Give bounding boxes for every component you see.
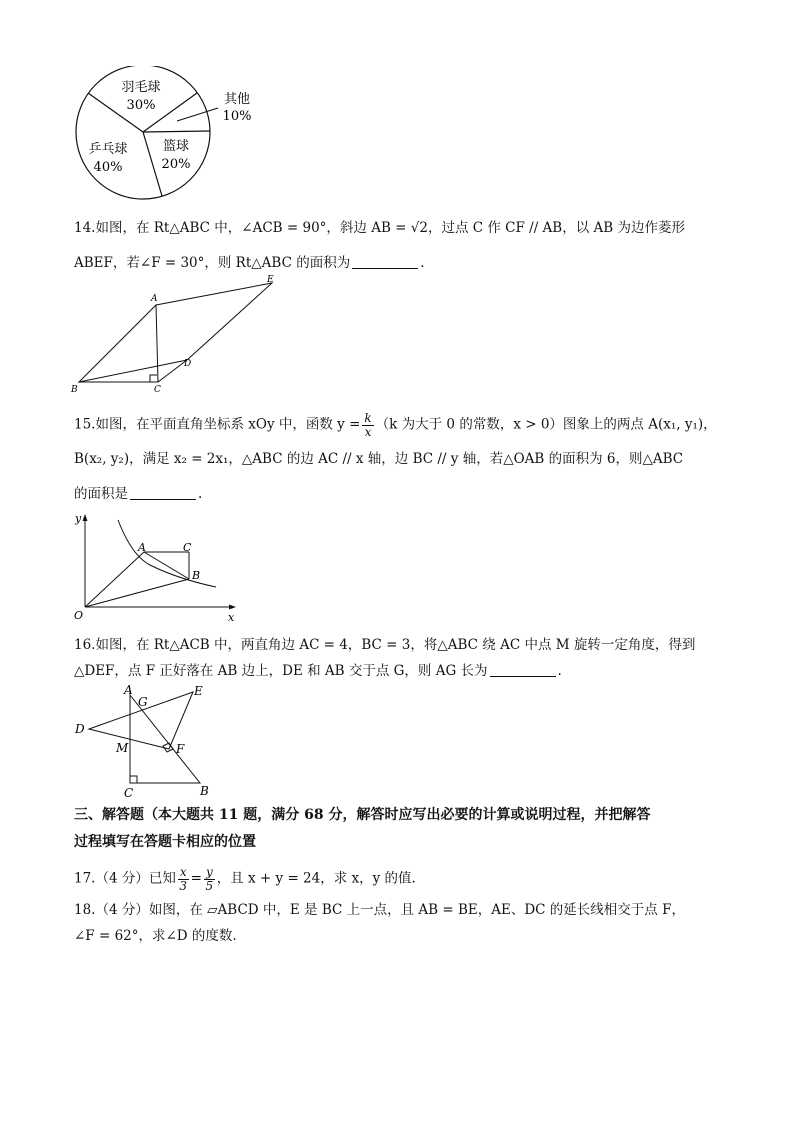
label-O: O bbox=[74, 609, 84, 622]
answer-blank bbox=[352, 256, 418, 269]
q14-line-2 bbox=[74, 256, 425, 271]
slice-label-pingpong: 乒乓球 bbox=[88, 142, 128, 157]
right-angle-mark bbox=[150, 375, 157, 382]
q18-line-2: ∠F = 62°，求∠D 的度数. bbox=[74, 928, 237, 944]
q15-line-3 bbox=[74, 487, 202, 502]
q15-line-2: B(x₂, y₂)，满足 x₂ = 2x₁，△ABC 的边 AC // x 轴，边 BC // y 轴，若△OAB 的面积为 6，则△ABC bbox=[74, 451, 684, 467]
q17-suffix: ，且 x + y = 24，求 x，y 的值. bbox=[216, 870, 416, 887]
section-heading-line-2: 过程填写在答题卡相应的位置 bbox=[74, 834, 256, 850]
q16-end: . bbox=[557, 663, 562, 679]
answer-blank bbox=[490, 664, 556, 677]
q14-end: . bbox=[420, 255, 425, 271]
q18-line-1: 18.（4 分）如图，在 ▱ABCD 中，E 是 BC 上一点，且 AB = BE，AE、DC 的延长线相交于点 F， bbox=[74, 902, 685, 918]
label-C: C bbox=[124, 786, 134, 800]
right-angle-mark-C bbox=[130, 776, 137, 783]
slice-value-other: 10% bbox=[222, 109, 252, 124]
q16-line-1: 16.如图，在 Rt△ACB 中，两直角边 AC = 4，BC = 3，将△ABC 绕 AC 中点 M 旋转一定角度，得到 bbox=[74, 637, 696, 653]
axis-label-y: y bbox=[75, 512, 82, 525]
slice-label-basketball: 篮球 bbox=[162, 139, 190, 154]
frac-numerator: y bbox=[205, 865, 213, 879]
rhombus-ABEF bbox=[79, 283, 272, 382]
q14-rhombus-figure bbox=[66, 272, 296, 396]
label-G: G bbox=[138, 695, 148, 709]
q15-line-3-text: 的面积是 bbox=[74, 486, 128, 502]
section-heading-line-1: 三、解答题（本大题共 11 题，满分 68 分，解答时应写出必要的计算或说明过程，并把解答 bbox=[74, 807, 651, 823]
frac-denominator: x bbox=[364, 424, 372, 439]
label-B: B bbox=[71, 385, 78, 395]
answer-blank bbox=[130, 487, 196, 500]
slice-value-badminton: 30% bbox=[126, 98, 156, 113]
label-D: D bbox=[184, 359, 192, 369]
axis-label-x: x bbox=[228, 611, 235, 624]
label-A: A bbox=[138, 541, 146, 554]
pie-divider-basketball bbox=[143, 131, 210, 132]
y-axis-arrow bbox=[83, 514, 88, 521]
fraction-k-over-x bbox=[362, 412, 373, 438]
q17-line bbox=[74, 866, 416, 892]
pie-leader-line bbox=[177, 108, 218, 121]
q15-coordinate-figure bbox=[68, 508, 238, 624]
label-D: D bbox=[75, 722, 85, 736]
slice-label-badminton: 羽毛球 bbox=[121, 80, 161, 95]
q17-prefix: 17.（4 分）已知 bbox=[74, 870, 176, 887]
slice-label-other: 其他 bbox=[223, 92, 251, 107]
q16-line-2 bbox=[74, 664, 562, 679]
pie-divider-pingpong bbox=[143, 132, 162, 196]
q14-line-2-text: ABEF，若∠F = 30°，则 Rt△ABC 的面积为 bbox=[74, 255, 351, 271]
hyperbola-curve bbox=[118, 520, 216, 587]
label-M: M bbox=[116, 741, 129, 755]
q15-line-1 bbox=[74, 412, 717, 438]
q15-line-1b: （k 为大于 0 的常数，x > 0）图象上的两点 A(x₁, y₁)， bbox=[375, 416, 717, 433]
frac-numerator: x bbox=[179, 865, 187, 879]
q15-end: . bbox=[198, 486, 203, 502]
frac-numerator: k bbox=[364, 411, 372, 425]
q16-line-2-text: △DEF，点 F 正好落在 AB 边上，DE 和 AB 交于点 G，则 AG 长为 bbox=[74, 663, 488, 679]
label-B: B bbox=[200, 784, 209, 798]
pie-chart bbox=[70, 66, 270, 202]
q14-line-1: 14.如图，在 Rt△ABC 中，∠ACB = 90°，斜边 AB = √2，过点 C 作 CF // AB，以 AB 为边作菱形 bbox=[74, 220, 685, 236]
label-E: E bbox=[194, 684, 203, 698]
equals-sign: = bbox=[190, 870, 202, 887]
q16-rotation-figure bbox=[70, 680, 220, 802]
label-A: A bbox=[124, 683, 133, 697]
label-C: C bbox=[183, 541, 192, 554]
label-C: C bbox=[154, 385, 161, 395]
label-B: B bbox=[192, 569, 201, 582]
fraction-y-over-5 bbox=[204, 866, 215, 892]
q15-line-1a: 15.如图，在平面直角坐标系 xOy 中，函数 y = bbox=[74, 416, 361, 433]
slice-value-pingpong: 40% bbox=[93, 160, 123, 175]
frac-denominator: 5 bbox=[205, 878, 214, 893]
frac-denominator: 3 bbox=[179, 878, 188, 893]
triangle-side-AC bbox=[156, 305, 158, 382]
label-E: E bbox=[267, 275, 274, 285]
label-F: F bbox=[176, 742, 185, 756]
fraction-x-over-3 bbox=[178, 866, 189, 892]
slice-value-basketball: 20% bbox=[161, 157, 191, 172]
x-axis-arrow bbox=[229, 605, 236, 610]
label-A: A bbox=[151, 294, 158, 304]
